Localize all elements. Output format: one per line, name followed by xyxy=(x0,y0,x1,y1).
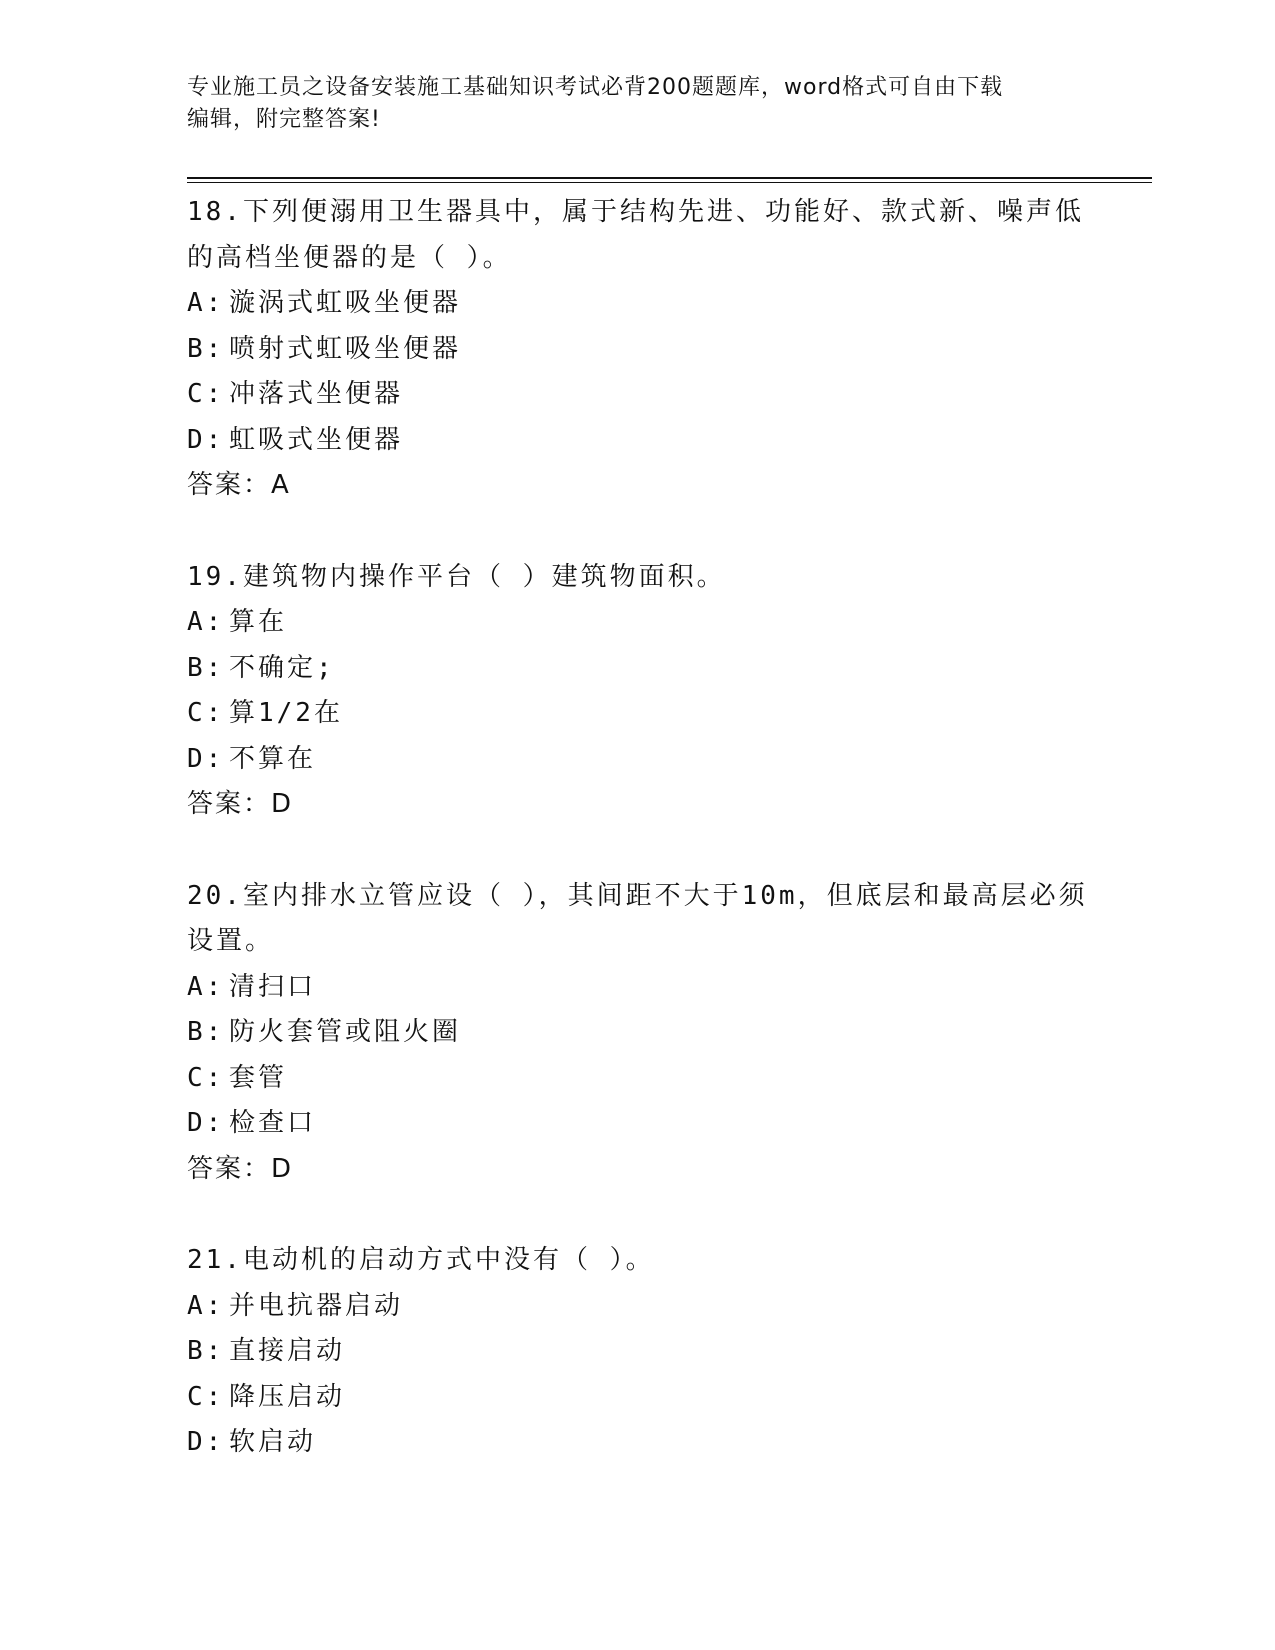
question-stem xyxy=(187,1238,1147,1284)
question-stem-line: 的高档坐便器的是（ ）。 xyxy=(187,242,512,273)
option-c xyxy=(187,372,1147,418)
question-stem-line: 21.电动机的启动方式中没有（ ）。 xyxy=(187,1245,655,1275)
question-list xyxy=(187,190,1147,1512)
option-text: 清扫口 xyxy=(229,971,317,1002)
option-text: 并电抗器启动 xyxy=(229,1290,404,1321)
header-divider-thick xyxy=(187,177,1152,179)
question-stem xyxy=(187,555,1147,601)
question-20 xyxy=(187,874,1147,1193)
option-c xyxy=(187,1056,1147,1102)
option-a xyxy=(187,965,1147,1011)
question-stem-line: 19.建筑物内操作平台（ ）建筑物面积。 xyxy=(187,561,726,592)
option-text: 冲落式坐便器 xyxy=(229,379,404,409)
option-letter: D: xyxy=(187,1108,225,1138)
option-letter: B: xyxy=(187,333,225,364)
option-b xyxy=(187,1329,1147,1375)
option-text: 不确定; xyxy=(229,652,335,683)
option-d xyxy=(187,1420,1147,1466)
option-c xyxy=(187,1375,1147,1421)
question-18 xyxy=(187,190,1147,509)
option-letter: C: xyxy=(187,379,225,409)
option-letter: B: xyxy=(187,1017,225,1047)
option-letter: A: xyxy=(187,607,225,637)
document-header xyxy=(187,72,1087,136)
option-letter: C: xyxy=(187,1381,225,1412)
option-text: 漩涡式虹吸坐便器 xyxy=(229,288,462,318)
answer-line: 答案：D xyxy=(187,789,294,819)
answer-line: 答案：D xyxy=(187,1153,294,1184)
option-text: 算在 xyxy=(229,607,288,637)
option-b xyxy=(187,1010,1147,1056)
option-letter: A: xyxy=(187,971,225,1002)
option-d xyxy=(187,1101,1147,1147)
question-19 xyxy=(187,555,1147,828)
option-letter: C: xyxy=(187,1062,225,1093)
option-text: 算1/2在 xyxy=(229,698,343,728)
option-a xyxy=(187,1284,1147,1330)
option-letter: B: xyxy=(187,652,225,683)
option-text: 降压启动 xyxy=(229,1381,346,1412)
option-letter: D: xyxy=(187,424,225,455)
option-text: 直接启动 xyxy=(229,1336,346,1366)
option-d xyxy=(187,737,1147,783)
question-stem xyxy=(187,874,1147,965)
option-text: 套管 xyxy=(229,1062,288,1093)
option-letter: D: xyxy=(187,1427,225,1457)
option-letter: D: xyxy=(187,743,225,774)
answer-line: 答案：A xyxy=(187,470,291,500)
question-21 xyxy=(187,1238,1147,1466)
question-stem-line: 20.室内排水立管应设（ ），其间距不大于10m，但底层和最高层必须 xyxy=(187,880,1088,911)
option-text: 喷射式虹吸坐便器 xyxy=(229,333,462,364)
option-text: 软启动 xyxy=(229,1427,317,1457)
header-divider-thin xyxy=(187,182,1152,183)
option-text: 防火套管或阻火圈 xyxy=(229,1017,462,1047)
option-text: 不算在 xyxy=(229,743,317,774)
option-b xyxy=(187,646,1147,692)
option-text: 虹吸式坐便器 xyxy=(229,424,404,455)
header-line-2: 编辑，附完整答案! xyxy=(187,107,381,132)
option-letter: A: xyxy=(187,1290,225,1321)
option-c xyxy=(187,691,1147,737)
question-stem-line: 18.下列便溺用卫生器具中，属于结构先进、功能好、款式新、噪声低 xyxy=(187,197,1084,227)
option-d xyxy=(187,418,1147,464)
question-stem xyxy=(187,190,1147,281)
option-letter: B: xyxy=(187,1336,225,1366)
option-b xyxy=(187,327,1147,373)
option-text: 检查口 xyxy=(229,1108,317,1138)
question-stem-line: 设置。 xyxy=(187,926,275,956)
option-a xyxy=(187,600,1147,646)
header-line-1: 专业施工员之设备安装施工基础知识考试必背200题题库，word格式可自由下载 xyxy=(187,75,1004,100)
option-a xyxy=(187,281,1147,327)
option-letter: A: xyxy=(187,288,225,318)
option-letter: C: xyxy=(187,698,225,728)
